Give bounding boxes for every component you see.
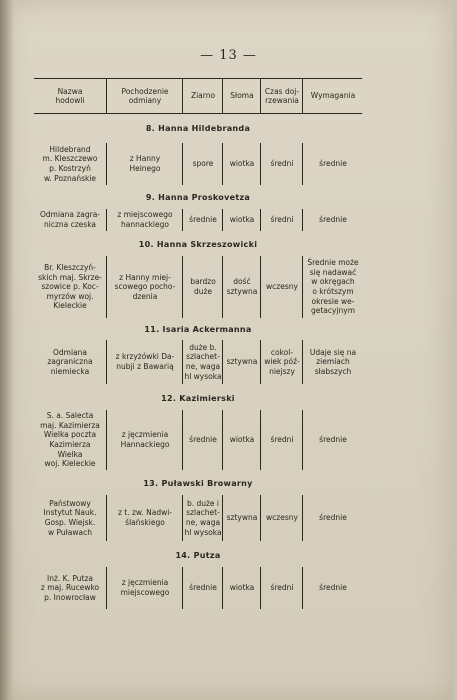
origin-cell: z Hanny miej- scowego pocho- dzenia (108, 256, 183, 318)
variety-title: 13. Puławski Browarny (143, 479, 253, 488)
header-origin: Pochodzenie odmiany (108, 79, 183, 113)
variety-row (34, 256, 362, 318)
grain-cell: duże b. szlachet- ne, waga hl wysoka (184, 340, 223, 384)
origin-cell: z t. zw. Nadwi- ślańskiego (108, 495, 183, 541)
grain-cell: b. duże i szlachet- ne, waga hl wysoka (184, 495, 223, 541)
grain-cell: średnie (184, 209, 223, 231)
variety-row (34, 143, 362, 185)
variety-title: 12. Kazimierski (161, 394, 235, 403)
maturity-cell: wczesny (262, 495, 303, 541)
requirements-cell: Średnie może się nadawać w okręgach o krótszym okresie we- getacyjnym (307, 258, 359, 316)
table-header (34, 78, 362, 114)
header-requirements: Wymagania (310, 91, 356, 101)
maturity-cell: średni (262, 209, 303, 231)
maturity-cell: wczesny (262, 256, 303, 318)
requirements-cell: średnie (319, 513, 347, 523)
variety-title: 10. Hanna Skrzeszowicki (138, 240, 258, 249)
origin-cell: z jęczmienia Hannackiego (108, 410, 183, 470)
variety-title: 8. Hanna Hildebranda (145, 124, 251, 133)
breeder-cell: Br. Kleszczyń- skich maj. Skrze- szowice p. Koc- myrzów woj. Kieleckie (34, 256, 107, 318)
straw-cell: wiotka (224, 567, 261, 609)
page-binding-shadow (0, 0, 14, 700)
requirements-cell: średnie (319, 159, 347, 169)
maturity-cell: średni (262, 410, 303, 470)
maturity-cell: średni (262, 567, 303, 609)
grain-cell: bardzo duże (184, 256, 223, 318)
requirements-cell: Udaje się na ziemiach słabszych (309, 347, 357, 376)
breeder-cell: Hildebrand m. Kleszczewo p. Kostrzyń w. Poznańskie (34, 143, 107, 185)
straw-cell: sztywna (224, 495, 261, 541)
straw-cell: dość sztywna (224, 256, 261, 318)
variety-row (34, 340, 362, 384)
maturity-cell: średni (262, 143, 303, 185)
origin-cell: z miejscowego hannackiego (108, 209, 183, 231)
header-straw: Słoma (224, 79, 261, 113)
grain-cell: spore (184, 143, 223, 185)
straw-cell: wiotka (224, 143, 261, 185)
breeder-cell: Odmiana zagraniczna niemiecka (34, 340, 107, 384)
variety-row (34, 410, 362, 470)
straw-cell: wiotka (224, 410, 261, 470)
variety-title: 11. Isaria Ackermanna (144, 325, 252, 334)
variety-title: 9. Hanna Proskovetza (145, 193, 251, 202)
breeder-cell: Odmiana zagra- niczna czeska (34, 209, 107, 231)
header-maturity: Czas doj- rzewania (262, 79, 303, 113)
grain-cell: średnie (184, 410, 223, 470)
variety-title: 14. Putza (175, 551, 221, 560)
variety-row (34, 495, 362, 541)
breeder-cell: Inż. K. Putza z maj. Rucewko p. Inowrocław (34, 567, 107, 609)
header-grain: Ziarno (184, 79, 223, 113)
breeder-cell: S. a. Salecta maj. Kazimierza Wielka poczta Kazimierza Wielka woj. Kieleckie (34, 410, 107, 470)
straw-cell: wiotka (224, 209, 261, 231)
page-number: — 13 — (200, 48, 257, 63)
variety-row (34, 209, 362, 231)
requirements-cell: średnie (319, 583, 347, 593)
origin-cell: z Hanny Heinego (108, 143, 183, 185)
origin-cell: z krzyżówki Da- nubji z Bawarią (108, 340, 183, 384)
origin-cell: z jęczmienia miejscowego (108, 567, 183, 609)
maturity-cell: cokol- wiek póź- niejszy (262, 340, 303, 384)
breeder-cell: Państwowy Instytut Nauk. Gosp. Wiejsk. w Puławach (34, 495, 107, 541)
requirements-cell: średnie (319, 435, 347, 445)
header-name: Nazwa hodowli (34, 79, 107, 113)
requirements-cell: średnie (319, 215, 347, 225)
straw-cell: sztywna (224, 340, 261, 384)
variety-row (34, 567, 362, 609)
grain-cell: średnie (184, 567, 223, 609)
